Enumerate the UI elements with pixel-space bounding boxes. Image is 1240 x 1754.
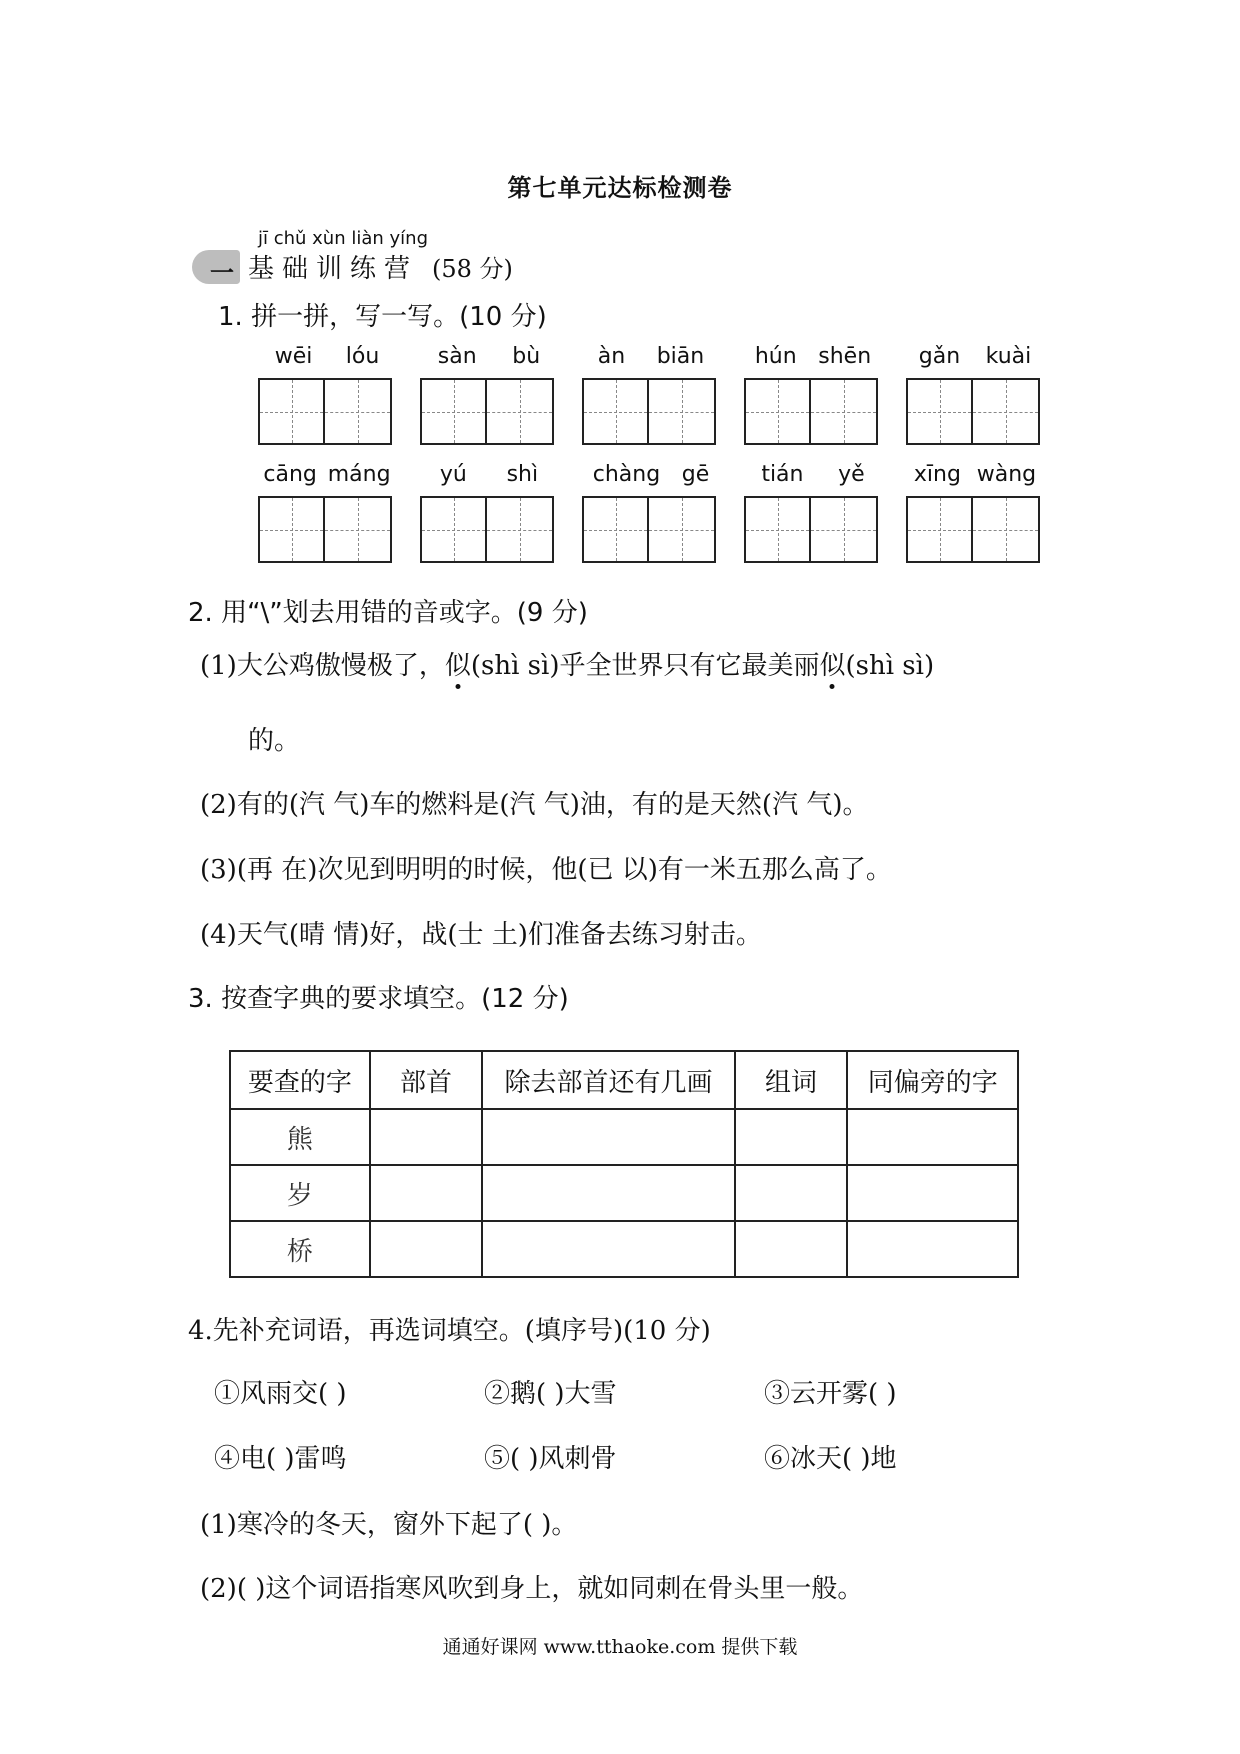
pinyin-syllable: yú bbox=[439, 462, 467, 487]
q2-s1-dotted-char-1: 似 bbox=[444, 651, 471, 681]
pinyin-syllable: gē bbox=[681, 462, 710, 487]
tianzige-box[interactable] bbox=[973, 496, 1040, 563]
pinyin-label bbox=[744, 460, 882, 490]
pinyin-pair bbox=[906, 460, 1044, 563]
answer-cell[interactable] bbox=[482, 1221, 734, 1277]
pinyin-syllable: shēn bbox=[818, 344, 872, 369]
page-title: 第七单元达标检测卷 bbox=[507, 174, 733, 202]
question-4-label: 4.先补充词语，再选词填空。(填序号)(10 分) bbox=[188, 1316, 711, 1346]
section-score: (58 分) bbox=[432, 255, 513, 283]
idiom-option-2: ②鹅( )大雪 bbox=[484, 1379, 617, 1409]
tianzige-box[interactable] bbox=[906, 378, 973, 445]
tianzige-box[interactable] bbox=[744, 378, 811, 445]
pinyin-syllable: yě bbox=[838, 462, 865, 487]
pinyin-pair bbox=[258, 342, 396, 445]
tianzige-box[interactable] bbox=[649, 496, 716, 563]
question-4-item-2: (2)( )这个词语指寒风吹到身上，就如同刺在骨头里一般。 bbox=[200, 1574, 864, 1604]
tianzige-box[interactable] bbox=[811, 378, 878, 445]
lookup-char: 桥 bbox=[230, 1221, 370, 1277]
pinyin-label bbox=[420, 460, 558, 490]
pinyin-pair bbox=[420, 342, 558, 445]
question-2-item-3: (3)(再 在)次见到明明的时候，他(已 以)有一米五那么高了。 bbox=[200, 855, 892, 885]
answer-cell[interactable] bbox=[482, 1109, 734, 1165]
pinyin-pair bbox=[744, 342, 882, 445]
pinyin-syllable: kuài bbox=[985, 344, 1032, 369]
pinyin-pair bbox=[906, 342, 1044, 445]
idiom-option-5: ⑤( )风刺骨 bbox=[484, 1444, 617, 1474]
table-header: 除去部首还有几画 bbox=[482, 1051, 734, 1109]
question-2-item-1 bbox=[200, 645, 934, 682]
answer-cell[interactable] bbox=[847, 1109, 1018, 1165]
pinyin-syllable: bù bbox=[512, 344, 541, 369]
question-4-item-1: (1)寒冷的冬天，窗外下起了( )。 bbox=[200, 1510, 578, 1540]
section-header bbox=[192, 248, 513, 285]
pinyin-syllable: xīng bbox=[913, 462, 961, 487]
tianzige-box[interactable] bbox=[258, 378, 325, 445]
pinyin-syllable: shì bbox=[506, 462, 539, 487]
pinyin-pair bbox=[582, 342, 720, 445]
answer-cell[interactable] bbox=[482, 1165, 734, 1221]
lookup-char: 岁 bbox=[230, 1165, 370, 1221]
question-2-item-2: (2)有的(汽 气)车的燃料是(汽 气)油，有的是天然(汽 气)。 bbox=[200, 790, 869, 820]
answer-cell[interactable] bbox=[370, 1221, 483, 1277]
answer-cell[interactable] bbox=[370, 1165, 483, 1221]
q2-s1-part-a: (1)大公鸡傲慢极了， bbox=[200, 651, 445, 681]
pinyin-syllable: máng bbox=[327, 462, 391, 487]
page-footer: 通通好课网 www.tthaoke.com 提供下载 bbox=[442, 1636, 798, 1658]
tianzige-box[interactable] bbox=[325, 378, 392, 445]
tianzige-box[interactable] bbox=[325, 496, 392, 563]
q2-s1-part-e: (shì sì) bbox=[845, 651, 935, 681]
question-1-label: 1. 拼一拼，写一写。(10 分) bbox=[218, 302, 547, 332]
tianzige-box[interactable] bbox=[649, 378, 716, 445]
pinyin-syllable: wēi bbox=[274, 344, 313, 369]
pinyin-label bbox=[420, 342, 558, 372]
pinyin-pair bbox=[744, 460, 882, 563]
pinyin-pair bbox=[420, 460, 558, 563]
tianzige-box[interactable] bbox=[420, 496, 487, 563]
answer-cell[interactable] bbox=[735, 1165, 848, 1221]
idiom-option-6: ⑥冰天( )地 bbox=[764, 1444, 897, 1474]
pinyin-syllable: cāng bbox=[263, 462, 317, 487]
pinyin-label bbox=[258, 460, 396, 490]
section-number-badge bbox=[192, 250, 240, 287]
pinyin-syllable: lóu bbox=[345, 344, 380, 369]
section-number: 一 bbox=[210, 258, 234, 287]
answer-cell[interactable] bbox=[370, 1109, 483, 1165]
tianzige-box[interactable] bbox=[582, 496, 649, 563]
q2-s1-dotted-char-2: 似 bbox=[819, 651, 846, 681]
tianzige-box[interactable] bbox=[973, 378, 1040, 445]
pinyin-syllable: gǎn bbox=[918, 344, 961, 369]
question-2-item-1-cont: 的。 bbox=[248, 726, 301, 756]
pinyin-syllable: sàn bbox=[437, 344, 477, 369]
idiom-option-1: ①风雨交( ) bbox=[214, 1379, 347, 1409]
tianzige-box[interactable] bbox=[258, 496, 325, 563]
section-title: 基础训练营 bbox=[248, 254, 419, 284]
dictionary-table bbox=[229, 1050, 1019, 1278]
pinyin-label bbox=[258, 342, 396, 372]
table-row bbox=[230, 1109, 1018, 1165]
pinyin-label bbox=[906, 342, 1044, 372]
answer-cell[interactable] bbox=[847, 1165, 1018, 1221]
pinyin-syllable: biān bbox=[656, 344, 705, 369]
q2-s1-part-c: (shì sì)乎全世界只有它最美丽 bbox=[470, 651, 820, 681]
idiom-option-3: ③云开雾( ) bbox=[764, 1379, 897, 1409]
question-2-label: 2. 用“\”划去用错的音或字。(9 分) bbox=[188, 598, 588, 628]
table-row bbox=[230, 1221, 1018, 1277]
table-header: 部首 bbox=[370, 1051, 483, 1109]
pinyin-syllable: wàng bbox=[976, 462, 1037, 487]
tianzige-box[interactable] bbox=[582, 378, 649, 445]
pinyin-syllable: àn bbox=[597, 344, 626, 369]
pinyin-label bbox=[582, 342, 720, 372]
tianzige-box[interactable] bbox=[487, 378, 554, 445]
pinyin-syllable: tián bbox=[761, 462, 804, 487]
question-2-item-4: (4)天气(晴 情)好，战(士 土)们准备去练习射击。 bbox=[200, 920, 762, 950]
pinyin-label bbox=[582, 460, 720, 490]
table-header: 组词 bbox=[735, 1051, 848, 1109]
tianzige-box[interactable] bbox=[906, 496, 973, 563]
table-row bbox=[230, 1165, 1018, 1221]
pinyin-pair bbox=[258, 460, 396, 563]
pinyin-syllable: hún bbox=[754, 344, 797, 369]
pinyin-pair bbox=[582, 460, 720, 563]
question-3-label: 3. 按查字典的要求填空。(12 分) bbox=[188, 984, 569, 1014]
answer-cell[interactable] bbox=[735, 1109, 848, 1165]
lookup-char: 熊 bbox=[230, 1109, 370, 1165]
tianzige-box[interactable] bbox=[811, 496, 878, 563]
table-header: 要查的字 bbox=[230, 1051, 370, 1109]
tianzige-box[interactable] bbox=[420, 378, 487, 445]
pinyin-label bbox=[744, 342, 882, 372]
pinyin-syllable: chàng bbox=[592, 462, 661, 487]
section-pinyin: jī chǔ xùn liàn yíng bbox=[258, 228, 428, 249]
table-header-row bbox=[230, 1051, 1018, 1109]
table-header: 同偏旁的字 bbox=[847, 1051, 1018, 1109]
idiom-option-4: ④电( )雷鸣 bbox=[214, 1444, 347, 1474]
tianzige-box[interactable] bbox=[487, 496, 554, 563]
tianzige-box[interactable] bbox=[744, 496, 811, 563]
answer-cell[interactable] bbox=[847, 1221, 1018, 1277]
answer-cell[interactable] bbox=[735, 1221, 848, 1277]
pinyin-label bbox=[906, 460, 1044, 490]
